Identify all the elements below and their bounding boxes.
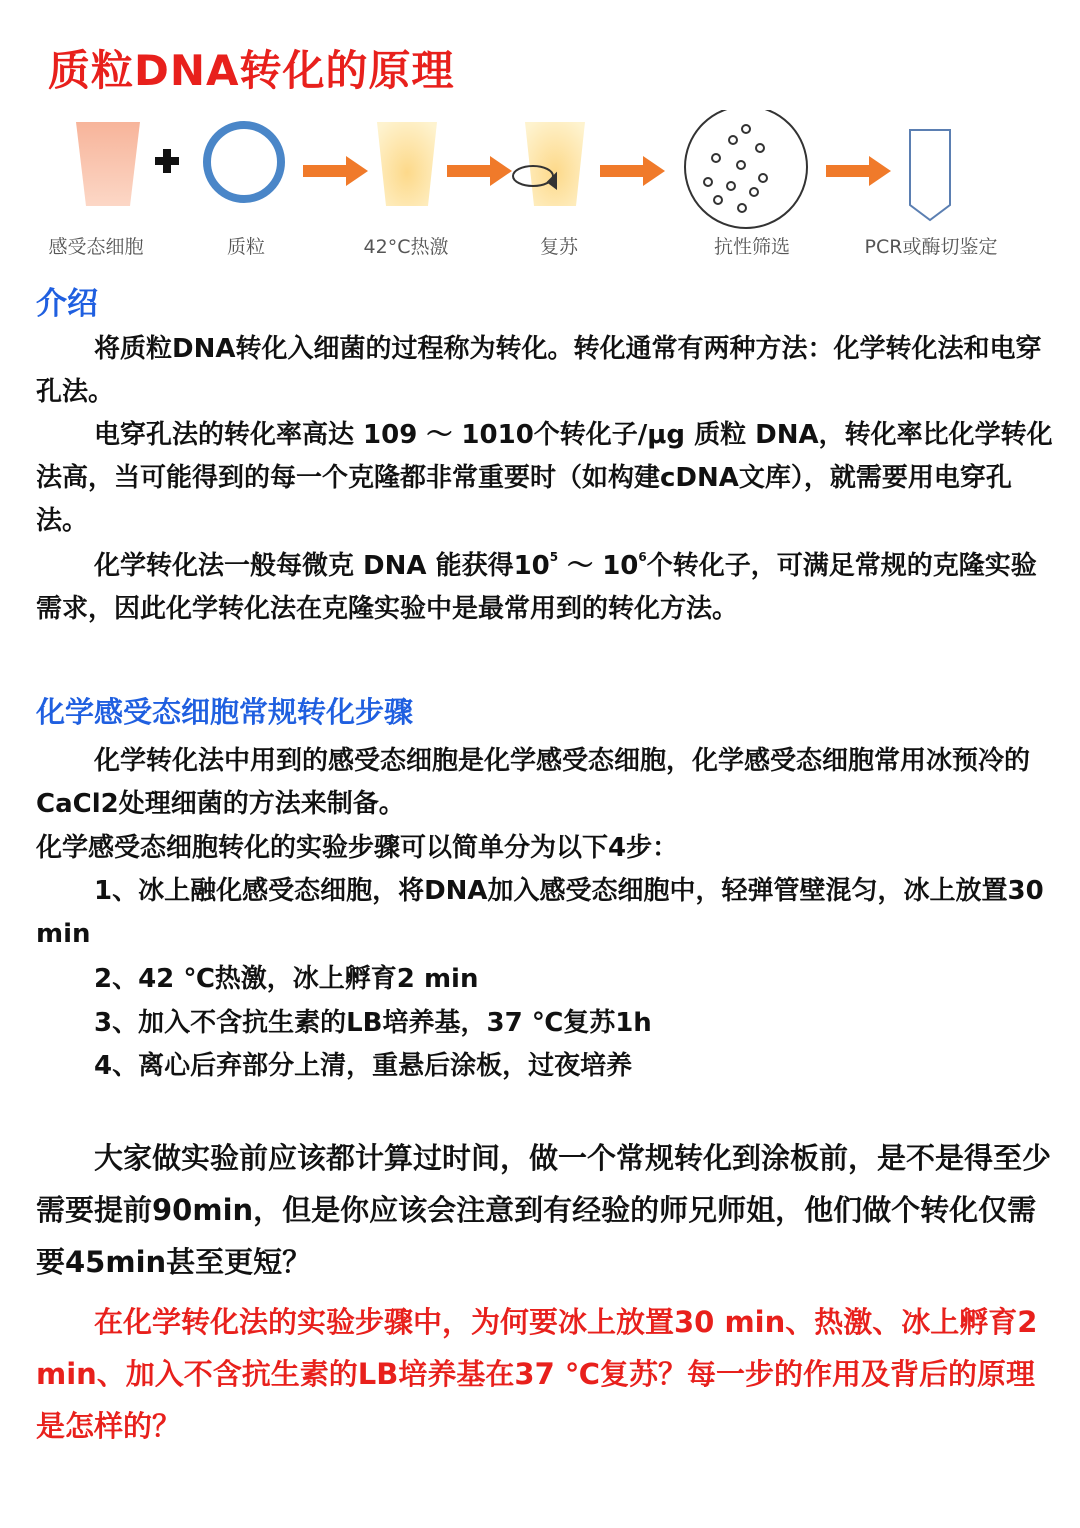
closing-question: 在化学转化法的实验步骤中，为何要冰上放置30 min、热激、冰上孵育2 min、加入不含抗生素的LB培养基在37 ℃复苏？每一步的作用及背后的原理是怎样的？ (36, 1305, 1038, 1443)
steps-lead: 化学感受态细胞转化的实验步骤可以简单分为以下4步： (36, 833, 679, 863)
closing-paragraph: 大家做实验前应该都计算过时间，做一个常规转化到涂板前，是不是得至少需要提前90min，但是你应该会注意到有经验的师兄师姐，他们做个转化仅需要45min甚至更短？ (36, 1141, 1052, 1279)
page-title: 质粒DNA转化的原理 (48, 46, 455, 95)
plasmid-icon (207, 125, 281, 199)
step-item: 4、离心后弃部分上清，重悬后涂板，过夜培养 (94, 1051, 633, 1081)
label-pcr: PCR或酶切鉴定 (864, 236, 998, 258)
transformation-diagram (0, 110, 1080, 270)
recovery-tube-icon (525, 122, 585, 206)
plus-icon (155, 149, 179, 173)
heat-shock-tube-icon (377, 122, 437, 206)
competent-cells-icon (76, 122, 140, 206)
label-heat-shock: 42°C热激 (363, 236, 449, 258)
intro-paragraph-2: 电穿孔法的转化率高达 109 ～ 1010个转化子/μg 质粒 DNA，转化率比化学转化法高，当可能得到的每一个克隆都非常重要时（如构建cDNA文库），就需要用电穿孔法。 (36, 420, 1053, 536)
step-item: 1、冰上融化感受态细胞，将DNA加入感受态细胞中，轻弹管壁混匀，冰上放置30 min (36, 876, 1044, 949)
intro-heading: 介绍 (36, 286, 98, 322)
intro-paragraph-3: 化学转化法一般每微克 DNA 能获得$10^5$ ～ $10^6$个转化子，可满足常规的克隆实验需求，因此化学转化法在克隆实验中是最常用到的转化方法。 (36, 550, 1037, 624)
intro-paragraph-1: 将质粒DNA转化入细菌的过程称为转化。转化通常有两种方法：化学转化法和电穿孔法。 (36, 334, 1042, 407)
petri-dish-icon (685, 110, 807, 228)
label-recovery: 复苏 (539, 236, 579, 258)
pcr-tube-icon (910, 130, 950, 220)
step-item: 2、42 ℃热激，冰上孵育2 min (94, 964, 479, 994)
arrow-icon (826, 156, 891, 186)
steps-heading: 化学感受态细胞常规转化步骤 (36, 695, 414, 729)
label-competent-cells: 感受态细胞 (48, 236, 144, 258)
arrow-icon (303, 156, 368, 186)
diagram-graphic (0, 110, 1080, 230)
step-item: 3、加入不含抗生素的LB培养基，37 ℃复苏1h (94, 1008, 652, 1038)
arrow-icon (447, 156, 512, 186)
steps-intro-paragraph: 化学转化法中用到的感受态细胞是化学感受态细胞，化学感受态细胞常用冰预冷的CaCl2处理细菌的方法来制备。 (36, 746, 1031, 819)
label-selection: 抗性筛选 (713, 236, 791, 258)
label-plasmid: 质粒 (226, 236, 266, 258)
arrow-icon (600, 156, 665, 186)
